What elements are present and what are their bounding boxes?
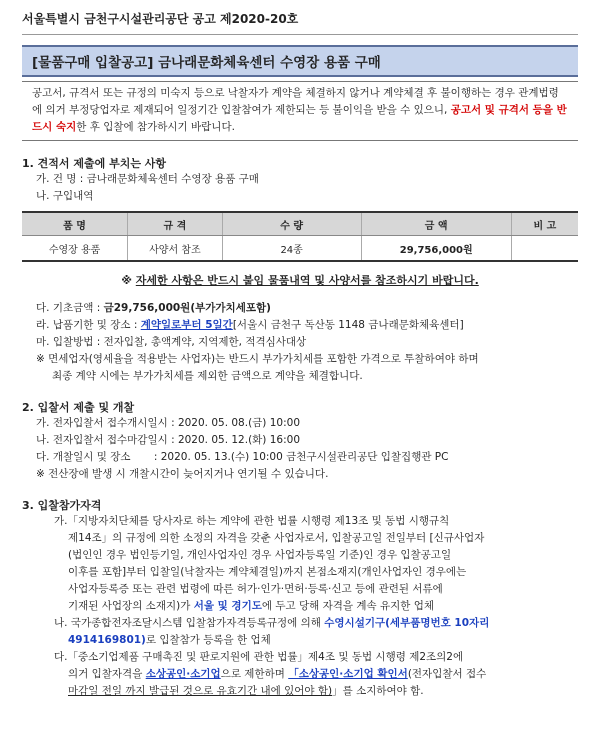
delivery-label: 라. 납품기한 및 장소 :: [36, 319, 141, 331]
qual-da-text-3: (전자입찰서 접수: [407, 668, 487, 680]
col-header-qty: 수 량: [222, 212, 361, 236]
important-text: 자세한 사항은 반드시 붙임 물품내역 및 사양서를 참조하시기 바랍니다.: [135, 274, 479, 287]
qual-ga-line-6: [22, 598, 578, 615]
item-ma-bid-method: 마. 입찰방법 : 전자입찰, 총액계약, 지역제한, 적격심사대상: [36, 336, 307, 348]
qual-ga-text-end: 에 두고 당해 자격을 계속 유지한 업체: [261, 600, 435, 612]
header-divider: [22, 34, 578, 35]
tax-note-1: ※ 면세업자(영세율을 적용받는 사업자)는 반드시 부가가치세를 포함한 가격으로 투찰하여야 하며: [36, 353, 479, 365]
qual-da-text-end: 」를 소지하여야 함.: [332, 685, 424, 697]
section-3-heading: 3. 입찰참가자격: [22, 499, 102, 512]
item-category: 수영시설기구(세부품명번호 10자리: [324, 617, 490, 629]
qual-ga-line-3: (법인인 경우 법인등기일, 개인사업자인 경우 사업자등록일 기준)인 경우 입찰공고일: [68, 549, 452, 561]
notice-text-1: 공고서, 규격서 또는 규정의 미숙지 등으로 낙찰자가 계약을 체결하지 않거나 계약체결 후 불이행하는 경우 관계법령에 의거 부정당업자로 제재되어 일정기간 입찰참여가 제한되는 등 불이익을 받을 수 있으니,: [32, 87, 559, 116]
notice-number-header: 서울특별시 금천구시설관리공단 공고 제2020-20호: [22, 12, 299, 26]
table-header-row: [22, 212, 578, 236]
item-ra-delivery: [22, 317, 578, 334]
cell-amount: 29,756,000원: [361, 236, 511, 262]
small-business-certificate: 「소상공인·소기업 확인서: [288, 668, 408, 680]
qual-da-text-2: 으로 제한하며: [220, 668, 289, 680]
item-code: 4914169801): [68, 634, 146, 646]
qual-na-line-2: [22, 632, 578, 649]
important-mark: ※: [121, 274, 136, 287]
cell-item: 수영장 용품: [22, 236, 128, 262]
cell-qty: 24종: [222, 236, 361, 262]
qual-da-line-2: [22, 666, 578, 683]
bid-opening-datetime: 다. 개찰일시 및 장소 : 2020. 05. 13.(수) 10:00 금천구시설관리공단 입찰집행관 PC: [36, 451, 449, 463]
qual-ga-line-5: 사업자등록증 또는 관련 법령에 따른 허가·인가·면허·등록·신고 등에 관련된 서류에: [68, 583, 443, 595]
region-restriction: 서울 및 경기도: [193, 600, 262, 612]
qual-na-line-1: [22, 615, 578, 632]
table-row: [22, 236, 578, 262]
qual-da-text: 의거 입찰자격을: [68, 668, 146, 680]
qual-ga-text: 기재된 사업장의 소재지)가: [68, 600, 194, 612]
section-1-heading: 1. 견적서 제출에 부치는 사항: [22, 157, 167, 170]
qual-da-line-3: [22, 683, 578, 700]
delivery-deadline: 계약일로부터 5일간: [140, 319, 233, 331]
warning-notice: [22, 81, 578, 141]
notice-red-emphasis: 공고서 및 규격서 등을 반드시 숙지: [32, 104, 567, 133]
tax-note-2: 최종 계약 시에는 부가가치세를 제외한 금액으로 계약을 체결합니다.: [52, 370, 363, 382]
qual-na-text-end: 로 입찰참가 등록을 한 업체: [145, 634, 271, 646]
cell-remark: [511, 236, 578, 262]
notice-text-2: 한 후 입찰에 참가하시기 바랍니다.: [76, 121, 235, 133]
col-header-amount: 금 액: [361, 212, 511, 236]
qual-ga-line-4: 이후를 포함]부터 입찰일(낙찰자는 계약체결일)까지 본점소재지(개인사업자인 경우에는: [68, 566, 467, 578]
important-notice: [22, 272, 578, 288]
col-header-item: 품 명: [22, 212, 128, 236]
col-header-remark: 비 고: [511, 212, 578, 236]
bid-close-datetime: 나. 전자입찰서 접수마감일시 : 2020. 05. 12.(화) 16:00: [36, 434, 301, 446]
base-price-label: 다. 기초금액 :: [36, 302, 104, 314]
document-title: [물품구매 입찰공고] 금나래문화체육센터 수영장 용품 구매: [22, 45, 578, 77]
small-business-restriction: 소상공인·소기업: [145, 668, 221, 680]
system-failure-note: ※ 전산장애 발생 시 개찰시간이 늦어지거나 연기될 수 있습니다.: [36, 468, 329, 480]
bid-open-datetime: 가. 전자입찰서 접수개시일시 : 2020. 05. 08.(금) 10:00: [36, 417, 301, 429]
col-header-spec: 규 격: [128, 212, 223, 236]
purchase-table: [22, 211, 578, 262]
qual-ga-line-1: 가.「지방자치단체를 당사자로 하는 계약에 관한 법률 시행령 제13조 및 동법 시행규칙: [54, 515, 450, 527]
item-ga-name: 가. 건 명 : 금나래문화체육센터 수영장 용품 구매: [36, 173, 259, 185]
delivery-place: [서울시 금천구 독산동 1148 금나래문화체육센터]: [232, 319, 464, 331]
qual-ga-line-2: 제14조」의 규정에 의한 소정의 자격을 갖춘 사업자로서, 입찰공고일 전일부터 [신규사업자: [68, 532, 485, 544]
qual-da-line-1: 다.「중소기업제품 구매촉진 및 판로지원에 관한 법률」제4조 및 동법 시행령 제2조의2에: [54, 651, 464, 663]
certificate-validity: 마감일 전일 까지 발급된 것으로 유효기간 내에 있어야 함): [68, 685, 333, 697]
qual-na-text: 나. 국가종합전자조달시스템 입찰참가자격등록규정에 의해: [54, 617, 325, 629]
section-2-heading: 2. 입찰서 제출 및 개찰: [22, 401, 135, 414]
base-price-value: 금29,756,000원(부가가치세포함): [103, 302, 271, 314]
cell-spec: 사양서 참조: [128, 236, 223, 262]
item-da-base-price: [22, 300, 578, 317]
item-na-purchase: 나. 구입내역: [36, 190, 94, 202]
